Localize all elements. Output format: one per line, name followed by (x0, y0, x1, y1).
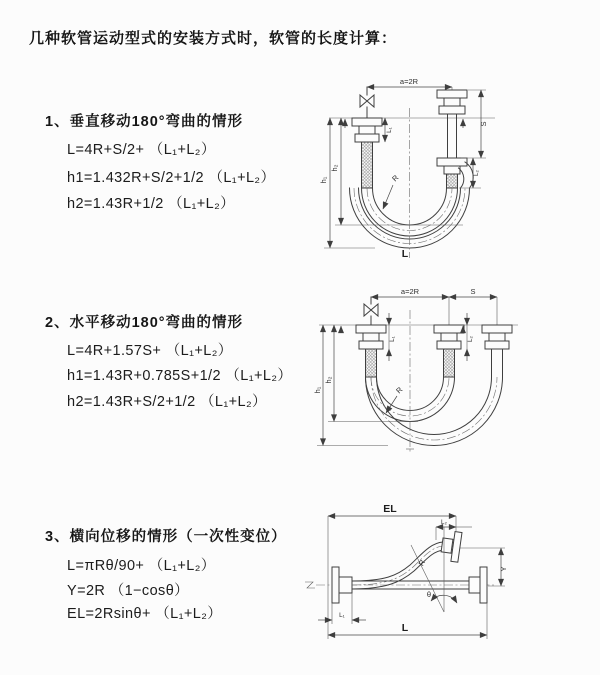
displaced-end-flange (440, 530, 462, 562)
diagram-vertical-movement (315, 68, 595, 263)
radius-leader (386, 396, 397, 413)
radius-line (411, 545, 444, 612)
section-1-formula-L: L=4R+S/2+ （L₁+L₂） (67, 142, 216, 158)
section-1-heading: 1、垂直移动180°弯曲的情形 (45, 114, 244, 130)
length-label: L (401, 248, 409, 260)
dim-span-label: a=2R (399, 77, 419, 86)
radius-leader (383, 185, 393, 209)
left-flange-fitting (332, 567, 352, 603)
dim-l-label: L (401, 622, 409, 634)
dim-l2-label: L₂ (473, 170, 480, 176)
right-flange-fitting-upper (437, 90, 467, 114)
section-3-formula-Y: Y=2R （1−cosθ） (67, 583, 190, 599)
dim-el-label: EL (383, 503, 397, 515)
section-2-heading: 2、水平移动180°弯曲的情形 (45, 315, 244, 331)
middle-flange-fitting (434, 325, 464, 349)
section-1-formula-h2: h2=1.43R+1/2 （L₁+L₂） (67, 196, 236, 212)
dim-h1-label: h₁ (319, 176, 328, 184)
dim-stroke-label: S (479, 121, 488, 127)
left-flange-fitting (356, 325, 386, 349)
diagram-horizontal-movement (313, 282, 598, 467)
diagram-lateral-displacement (298, 498, 598, 658)
section-3-formula-L: L=πRθ/90+ （L₁+L₂） (67, 558, 216, 574)
section-2-formula-h2: h2=1.43R+S/2+1/2 （L₁+L₂） (67, 394, 267, 410)
dim-span-label: a=2R (400, 287, 420, 296)
dim-l2-label: L₂ (467, 336, 474, 342)
dim-l1-label: L₁ (386, 127, 393, 133)
section-2-formula-L: L=4R+1.57S+ （L₁+L₂） (67, 343, 233, 359)
dim-h2-label: h₂ (330, 164, 339, 172)
section-2-formula-h1: h1=1.43R+0.785S+1/2 （L₁+L₂） (67, 368, 293, 384)
section-3-formula-EL: EL=2Rsinθ+ （L₁+L₂） (67, 606, 223, 622)
dim-y-label: Y (499, 566, 508, 572)
right-braided-hose (447, 174, 458, 188)
valve-icon (364, 297, 378, 325)
displaced-hose (352, 542, 444, 589)
page-title: 几种软管运动型式的安装方式时，软管的长度计算： (29, 30, 398, 47)
dim-l1-label: L₁ (339, 612, 345, 619)
section-1-formula-h1: h1=1.432R+S/2+1/2 （L₁+L₂） (67, 170, 276, 186)
hose-u-bend (366, 377, 503, 445)
right-flange-fitting-lower (437, 158, 467, 174)
radius-label: R (416, 558, 428, 568)
dim-stroke-label: S (470, 287, 476, 296)
dim-l2-label: L₂ (441, 519, 447, 526)
valve-icon (360, 87, 374, 118)
dim-h2-label: h₂ (324, 376, 333, 384)
dim-h1-label: h₁ (313, 386, 322, 394)
section-3-heading: 3、横向位移的情形（一次性变位） (45, 529, 287, 545)
angle-label: θ (426, 590, 432, 599)
left-flange-fitting (352, 118, 382, 142)
left-braided-hose (366, 349, 377, 377)
moved-flange-fitting (482, 325, 512, 349)
radius-label: R (390, 173, 401, 184)
dim-l1-label: L₁ (389, 336, 396, 342)
left-braided-hose (362, 142, 373, 188)
middle-braided-hose (444, 349, 455, 377)
break-mark (305, 582, 315, 588)
radius-label: R (394, 385, 405, 396)
